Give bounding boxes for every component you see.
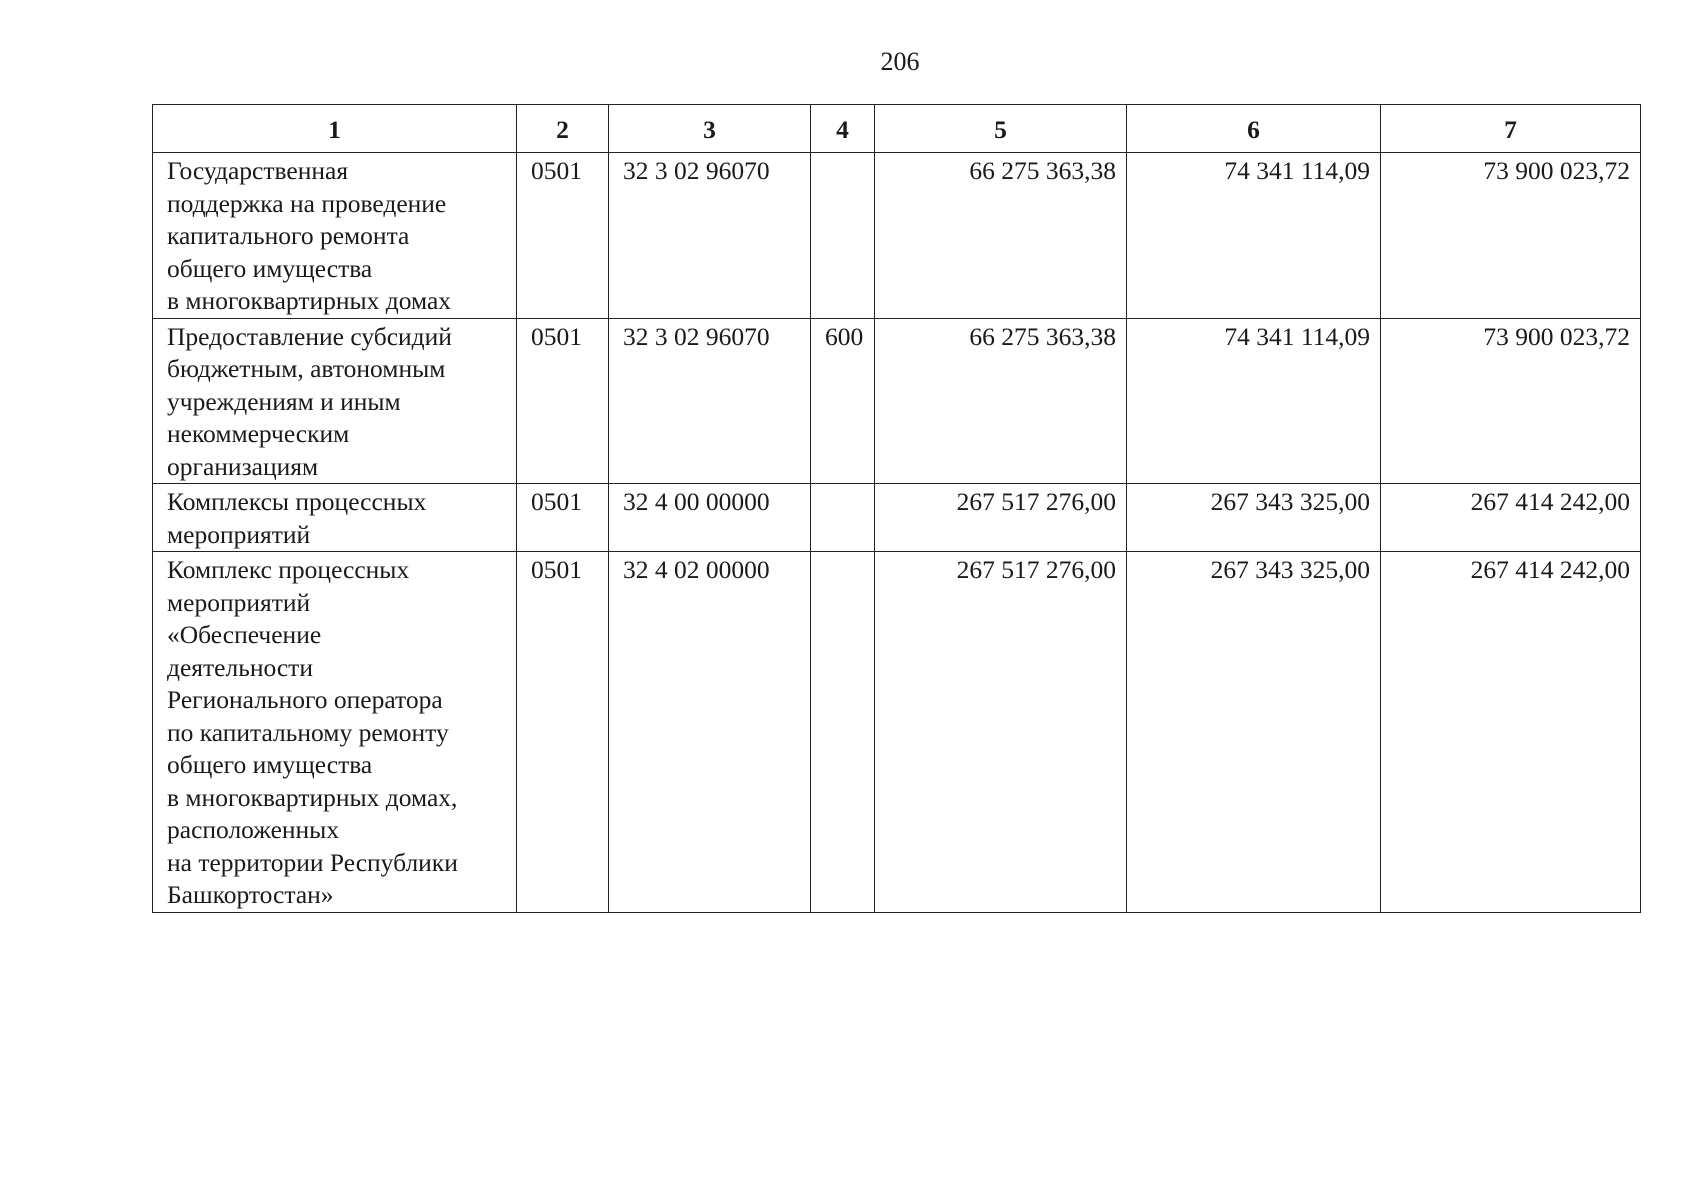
amount-col-5: 66 275 363,38 — [875, 153, 1127, 319]
item-name-line: Регионального оператора — [167, 685, 443, 714]
amount-col-7: 267 414 242,00 — [1381, 552, 1641, 913]
item-name-line: Предоставление субсидий — [167, 321, 452, 351]
expense-type-code — [811, 153, 875, 319]
budget-table — [152, 104, 1641, 913]
amount-col-7: 73 900 023,72 — [1381, 318, 1641, 484]
amount-col-6: 267 343 325,00 — [1127, 484, 1381, 552]
target-article-code: 32 4 02 00000 — [609, 552, 811, 913]
column-header: 4 — [811, 105, 875, 153]
item-name-line: капитального ремонта — [167, 221, 410, 250]
item-name — [153, 153, 517, 319]
amount-col-5: 267 517 276,00 — [875, 484, 1127, 552]
item-name-line: общего имущества — [167, 253, 373, 283]
amount-col-6: 74 341 114,09 — [1127, 318, 1381, 484]
amount-col-5: 267 517 276,00 — [875, 552, 1127, 913]
expense-type-code — [811, 552, 875, 913]
item-name-line: Башкортостан» — [167, 880, 334, 909]
item-name-line: расположенных — [167, 815, 340, 844]
column-header: 7 — [1381, 105, 1641, 153]
column-header: 1 — [153, 105, 517, 153]
amount-col-7: 267 414 242,00 — [1381, 484, 1641, 552]
table-row — [153, 318, 1641, 484]
table-row — [153, 552, 1641, 913]
page-number: 206 — [880, 47, 920, 76]
item-name-line: в многоквартирных домах, — [167, 782, 458, 812]
amount-col-6: 267 343 325,00 — [1127, 552, 1381, 913]
item-name-line: Комплекс процессных — [167, 555, 410, 584]
item-name-line: Комплексы процессных — [167, 487, 427, 516]
column-header: 2 — [517, 105, 609, 153]
item-name-line: в многоквартирных домах — [167, 286, 452, 315]
item-name — [153, 318, 517, 484]
amount-col-7: 73 900 023,72 — [1381, 153, 1641, 319]
table-header-row — [153, 105, 1641, 153]
item-name-line: мероприятий — [167, 587, 311, 617]
expense-type-code: 600 — [811, 318, 875, 484]
amount-col-6: 74 341 114,09 — [1127, 153, 1381, 319]
item-name-line: деятельности — [167, 652, 313, 682]
item-name-line: «Обеспечение — [167, 620, 322, 649]
column-header: 5 — [875, 105, 1127, 153]
table-row — [153, 484, 1641, 552]
item-name-line: учреждениям и иным — [167, 386, 401, 416]
table-row — [153, 153, 1641, 319]
section-code: 0501 — [517, 153, 609, 319]
item-name-line: по капитальному ремонту — [167, 717, 449, 747]
item-name-line: мероприятий — [167, 519, 311, 549]
section-code: 0501 — [517, 318, 609, 484]
item-name-line: бюджетным, автономным — [167, 354, 446, 383]
item-name-line: некоммерческим — [167, 419, 350, 448]
column-header: 3 — [609, 105, 811, 153]
item-name-line: Государственная — [167, 156, 349, 185]
item-name-line: организациям — [167, 451, 319, 481]
item-name — [153, 552, 517, 913]
expense-type-code — [811, 484, 875, 552]
target-article-code: 32 3 02 96070 — [609, 318, 811, 484]
section-code: 0501 — [517, 552, 609, 913]
item-name-line: общего имущества — [167, 750, 373, 779]
amount-col-5: 66 275 363,38 — [875, 318, 1127, 484]
column-header: 6 — [1127, 105, 1381, 153]
item-name — [153, 484, 517, 552]
target-article-code: 32 4 00 00000 — [609, 484, 811, 552]
item-name-line: на территории Республики — [167, 847, 458, 877]
section-code: 0501 — [517, 484, 609, 552]
target-article-code: 32 3 02 96070 — [609, 153, 811, 319]
item-name-line: поддержка на проведение — [167, 188, 447, 218]
